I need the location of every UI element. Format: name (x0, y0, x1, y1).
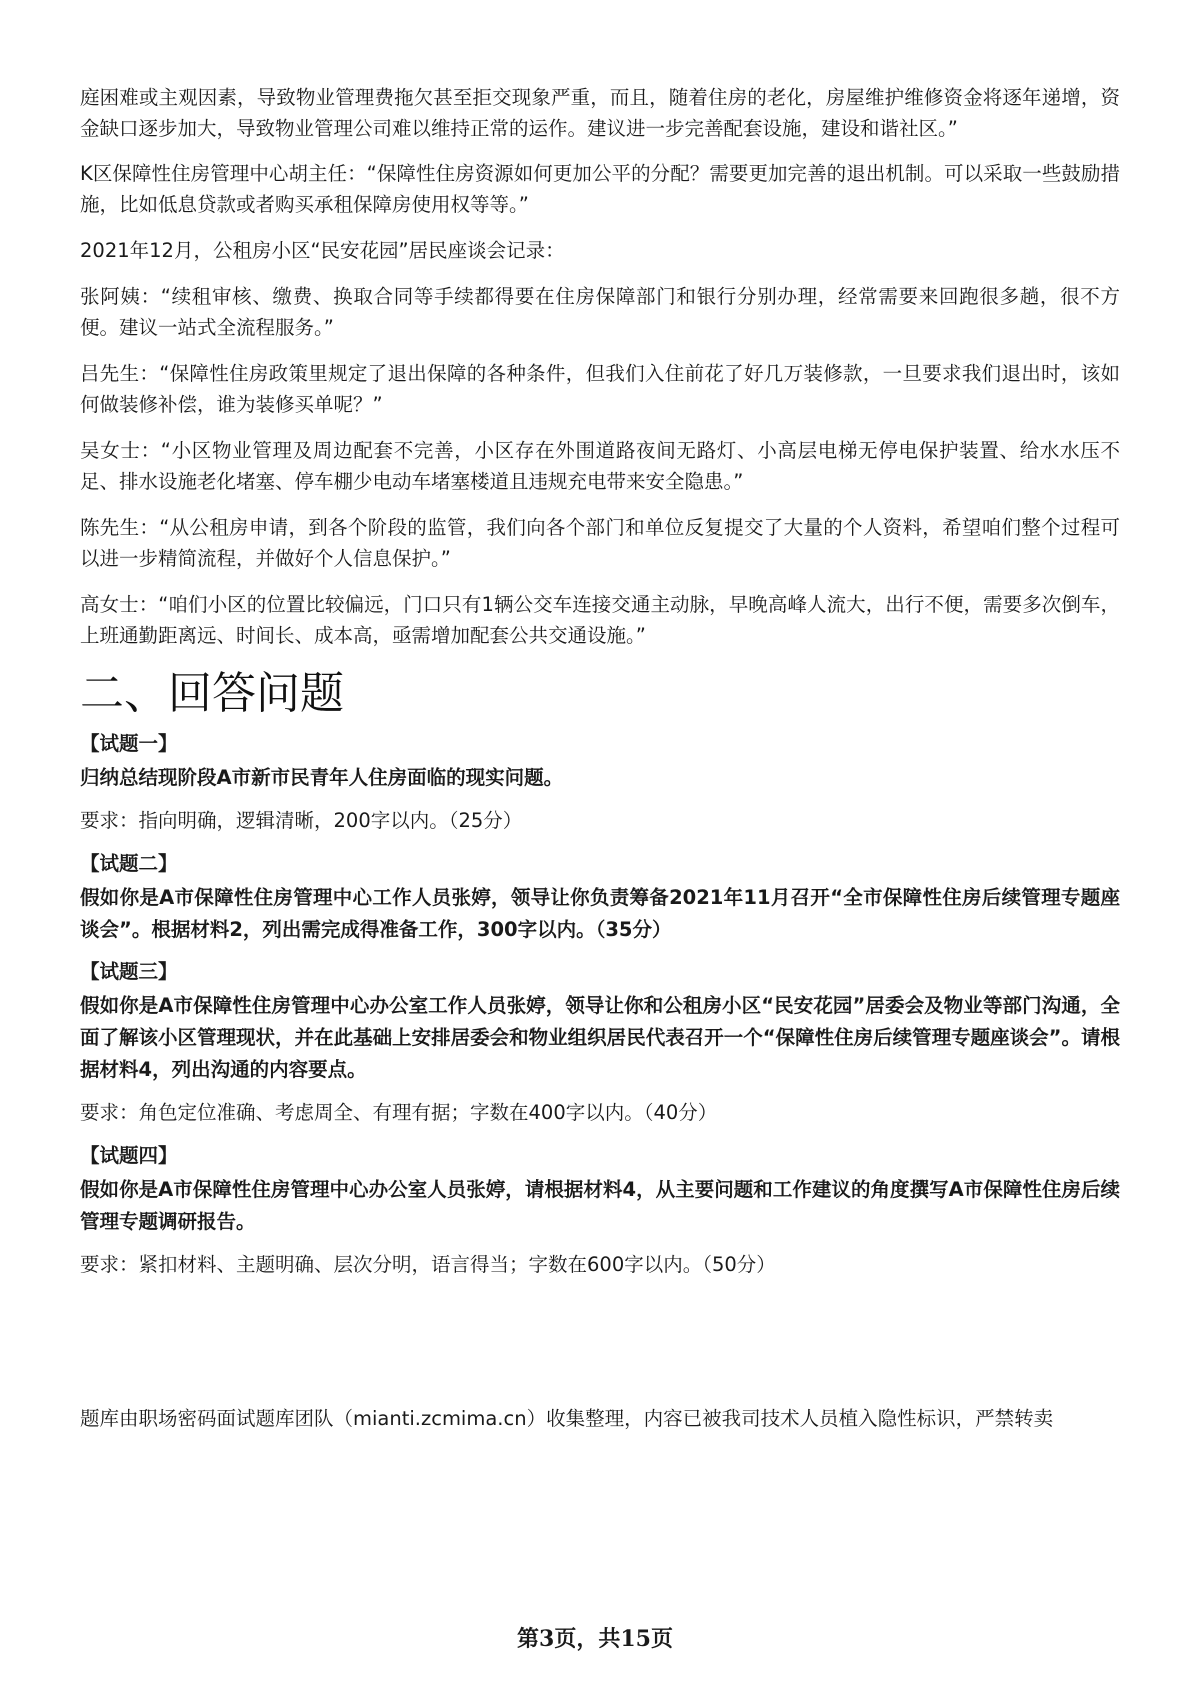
question-body: 假如你是A市保障性住房管理中心工作人员张婷，领导让你负责筹备2021年11月召开“全市保障性住房后续管理专题座谈会”。根据材料2，列出需完成得准备工作，300字以内。（35分） (80, 886, 1120, 941)
question-body: 假如你是A市保障性住房管理中心办公室人员张婷，请根据材料4，从主要问题和工作建议的角度撰写A市保障性住房后续管理专题调研报告。 (80, 1178, 1120, 1233)
question-tag: 【试题一】 (80, 732, 178, 755)
paragraph-ms-wu: 吴女士：“小区物业管理及周边配套不完善，小区存在外围道路夜间无路灯、小高层电梯无停电保护装置、给水水压不足、排水设施老化堵塞、停车棚少电动车堵塞楼道且违规充电带来安全隐患。” (80, 439, 1120, 493)
footer-note: 题库由职场密码面试题库团队（mianti.zcmima.cn）收集整理，内容已被我司技术人员植入隐性标识，严禁转卖 (80, 1407, 1054, 1430)
question-requirement: 要求：指向明确，逻辑清晰，200字以内。（25分） (80, 809, 523, 832)
question-requirement: 要求：紧扣材料、主题明确、层次分明，语言得当；字数在600字以内。（50分） (80, 1253, 776, 1276)
paragraph-director-hu: K区保障性住房管理中心胡主任：“保障性住房资源如何更加公平的分配？需要更加完善的退出机制。可以采取一些鼓励措施，比如低息贷款或者购买承租保障房使用权等等。” (80, 162, 1120, 216)
question-body: 假如你是A市保障性住房管理中心办公室工作人员张婷，领导让你和公租房小区“民安花园”居委会及物业等部门沟通，全面了解该小区管理现状，并在此基础上安排居委会和物业组织居民代表召开一个“保障性住房后续管理专题座谈会”。请根据材料4，列出沟通的内容要点。 (80, 994, 1120, 1081)
document-page (80, 82, 1120, 1294)
paragraph-mr-lv: 吕先生：“保障性住房政策里规定了退出保障的各种条件，但我们入住前花了好几万装修款，一旦要求我们退出时，该如何做装修补偿，谁为装修买单呢？” (80, 362, 1120, 416)
question-tag: 【试题二】 (80, 852, 178, 875)
paragraph-continuation: 庭困难或主观因素，导致物业管理费拖欠甚至拒交现象严重，而且，随着住房的老化，房屋维护维修资金将逐年递增，资金缺口逐步加大，导致物业管理公司难以维持正常的运作。建议进一步完善配套设施，建设和谐社区。” (80, 86, 1120, 140)
question-body: 归纳总结现阶段A市新市民青年人住房面临的现实问题。 (80, 766, 564, 789)
paragraph-ms-gao: 高女士：“咱们小区的位置比较偏远，门口只有1辆公交车连接交通主动脉，早晚高峰人流大，出行不便，需要多次倒车，上班通勤距离远、时间长、成本高，亟需增加配套公共交通设施。” (80, 593, 1120, 647)
question-2 (80, 850, 1120, 946)
question-1 (80, 730, 1120, 836)
paragraph-aunt-zhang: 张阿姨：“续租审核、缴费、换取合同等手续都得要在住房保障部门和银行分别办理，经常需要来回跑很多趟，很不方便。建议一站式全流程服务。” (80, 285, 1120, 339)
page-number: 第3页，共15页 (517, 1626, 673, 1652)
paragraph-mr-chen: 陈先生：“从公租房申请，到各个阶段的监管，我们向各个部门和单位反复提交了大量的个人资料，希望咱们整个过程可以进一步精简流程，并做好个人信息保护。” (80, 516, 1120, 570)
question-4 (80, 1142, 1120, 1280)
paragraph-meeting-intro: 2021年12月，公租房小区“民安花园”居民座谈会记录： (80, 239, 565, 262)
question-tag: 【试题三】 (80, 960, 178, 983)
question-requirement: 要求：角色定位准确、考虑周全、有理有据；字数在400字以内。（40分） (80, 1101, 718, 1124)
question-3 (80, 958, 1120, 1128)
section-title: 二、回答问题 (80, 668, 344, 719)
question-tag: 【试题四】 (80, 1144, 178, 1167)
